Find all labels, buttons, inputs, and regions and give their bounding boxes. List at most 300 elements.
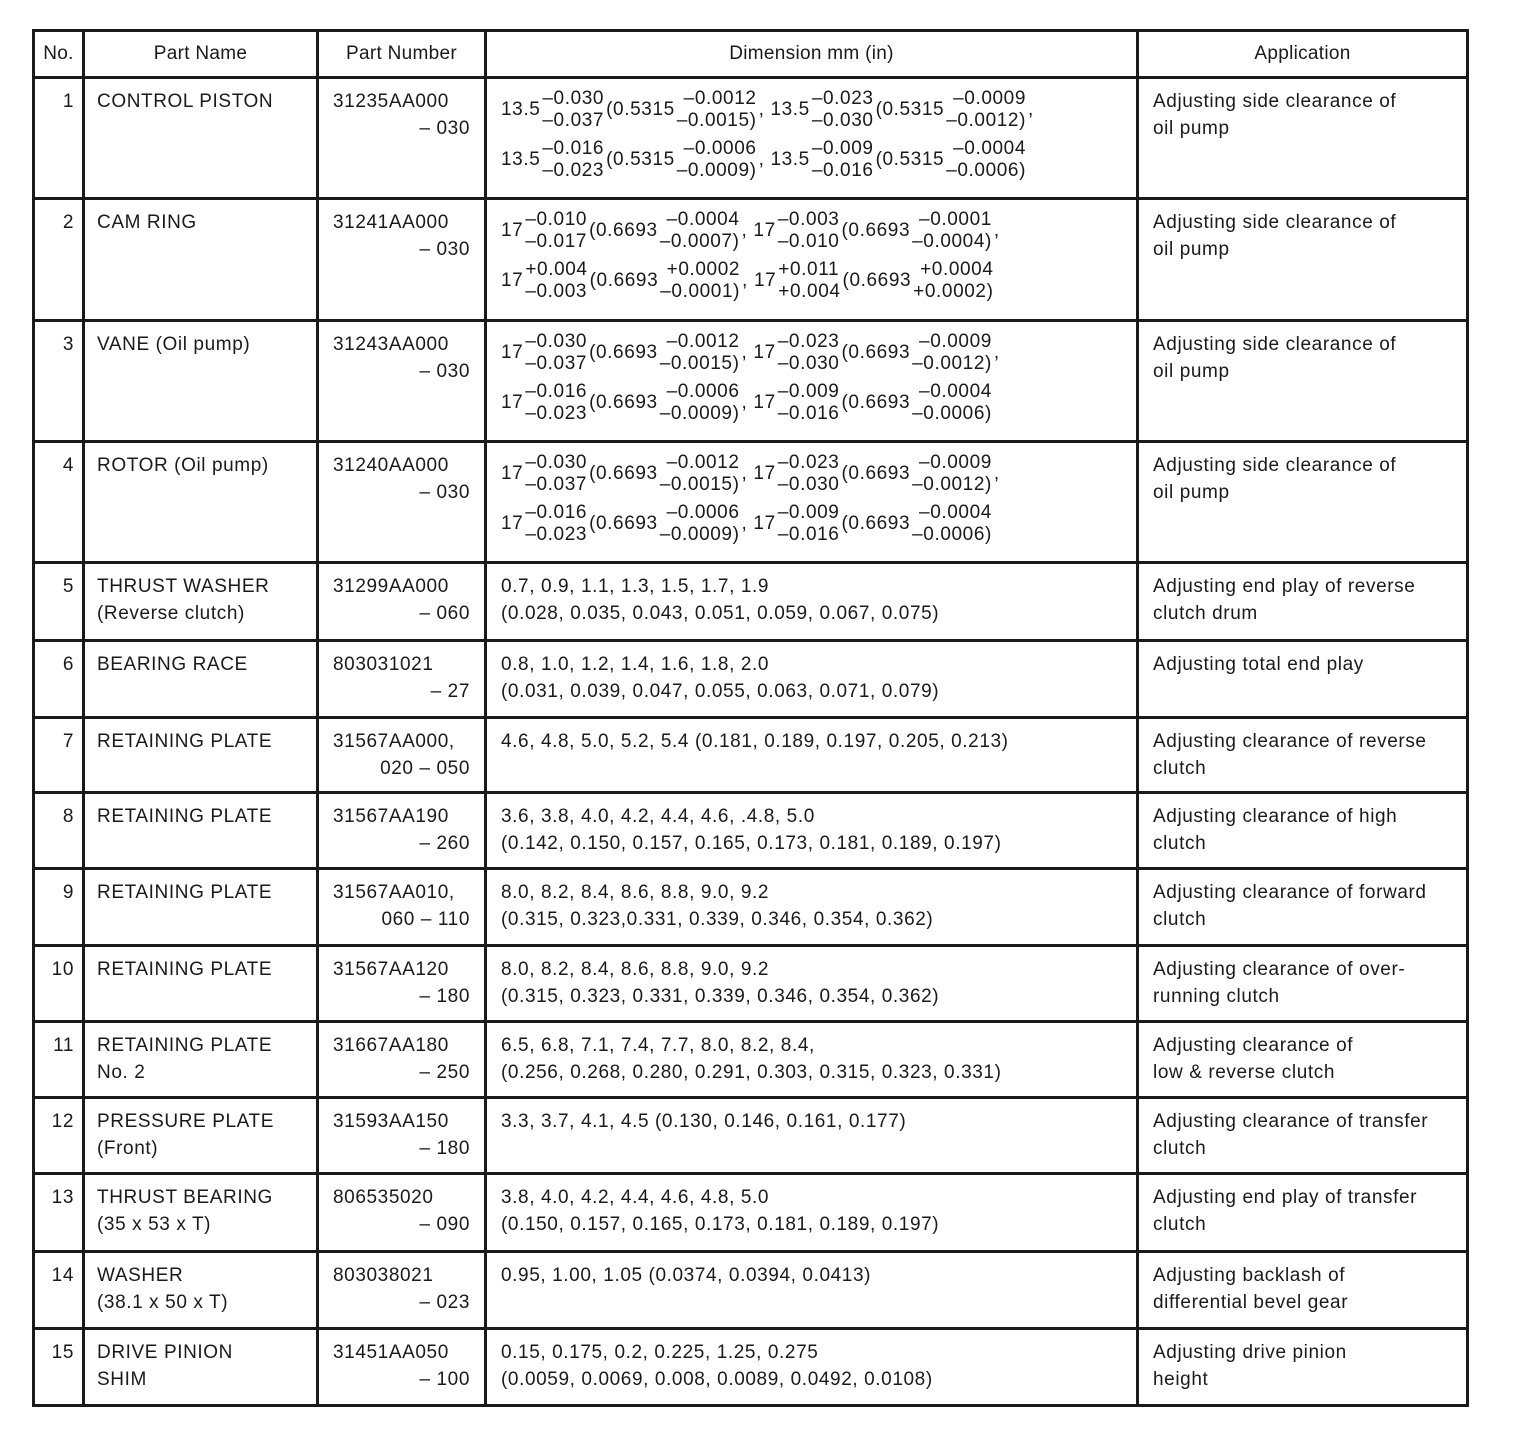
row-number: 8 xyxy=(34,793,84,869)
part-number-line: 803038021 xyxy=(333,1265,434,1287)
part-name-line: THRUST WASHER xyxy=(97,576,270,598)
part-number-line: 020 – 050 xyxy=(380,757,470,779)
part-number-cell xyxy=(318,320,486,441)
tolerance-lower-mm: –0.030 xyxy=(777,352,840,374)
part-number-line: 31567AA010, xyxy=(333,882,455,904)
table-row xyxy=(34,199,1468,320)
application-line: height xyxy=(1153,1368,1209,1390)
tolerance-group xyxy=(753,381,1000,425)
part-number-line: – 260 xyxy=(419,833,470,855)
tolerance-group xyxy=(753,209,1005,253)
tolerance-mm xyxy=(778,331,840,375)
application-line: Adjusting side clearance of xyxy=(1153,212,1397,234)
part-number-cell xyxy=(318,1021,486,1097)
tolerance-lower-mm: –0.016 xyxy=(777,524,840,546)
part-name-line: RETAINING PLATE xyxy=(97,730,273,752)
header-application: Application xyxy=(1138,31,1468,78)
part-number-line: – 090 xyxy=(419,1214,470,1236)
tolerance-mm xyxy=(542,88,604,132)
application-cell xyxy=(1138,717,1468,792)
tolerance-base-in: (0.6693 xyxy=(589,463,658,485)
part-name-line: RETAINING PLATE xyxy=(97,882,273,904)
part-number-line: 31567AA000, xyxy=(333,730,455,752)
tolerance-in xyxy=(660,381,740,425)
application-line: Adjusting end play of transfer xyxy=(1153,1187,1418,1209)
part-name-cell xyxy=(84,1021,318,1097)
dimension-line: (0.0059, 0.0069, 0.008, 0.0089, 0.0492, 0.0108) xyxy=(501,1368,933,1390)
part-number-line: – 030 xyxy=(419,482,470,504)
part-name-cell xyxy=(84,717,318,792)
tolerance-base-mm: 17 xyxy=(501,341,524,363)
tolerance-base-mm: 17 xyxy=(753,463,776,485)
part-name-line: CAM RING xyxy=(97,212,197,234)
tolerance-lower-in: –0.0012) xyxy=(912,352,992,374)
tolerance-lower-mm: –0.023 xyxy=(542,160,605,181)
tolerance-upper-mm: –0.003 xyxy=(777,209,840,231)
tolerance-base-mm: 17 xyxy=(753,513,776,535)
header-row xyxy=(34,31,1468,78)
tolerance-in xyxy=(912,502,992,546)
tolerance-lower-mm: –0.016 xyxy=(811,160,874,181)
tolerance-upper-in: –0.0004 xyxy=(666,209,740,231)
row-number: 15 xyxy=(34,1328,84,1405)
part-name-cell xyxy=(84,320,318,441)
tolerance-lower-in: –0.0009) xyxy=(676,160,757,181)
tolerance-separator: , xyxy=(741,341,748,363)
tolerance-in xyxy=(677,138,757,182)
part-number-cell xyxy=(318,1174,486,1252)
application-line: Adjusting end play of reverse xyxy=(1153,576,1416,598)
dimension-cell xyxy=(486,1252,1138,1328)
part-name-cell xyxy=(84,1252,318,1328)
part-name-line: PRESSURE PLATE xyxy=(97,1110,274,1132)
tolerance-separator: , xyxy=(758,149,765,171)
tolerance-group xyxy=(770,138,1034,182)
tolerance-line xyxy=(501,88,1128,138)
application-line: oil pump xyxy=(1153,118,1230,139)
part-name-cell xyxy=(84,199,318,320)
tolerance-mm xyxy=(812,88,874,132)
tolerance-lower-mm: –0.017 xyxy=(525,231,588,253)
dimension-cell xyxy=(486,869,1138,945)
tolerance-group xyxy=(501,502,753,546)
tolerance-base-mm: 13.5 xyxy=(770,149,810,171)
tolerance-line xyxy=(501,381,1128,431)
part-number-line: – 180 xyxy=(419,1137,470,1159)
tolerance-lower-in: –0.0009) xyxy=(659,402,740,424)
application-cell xyxy=(1138,869,1468,945)
tolerance-base-mm: 13.5 xyxy=(501,149,541,171)
header-no: No. xyxy=(34,31,84,78)
tolerance-group xyxy=(501,138,770,182)
tolerance-base-mm: 17 xyxy=(501,513,524,535)
part-number-cell xyxy=(318,640,486,717)
tolerance-lower-in: –0.0004) xyxy=(912,231,992,253)
part-number-line: – 030 xyxy=(419,360,470,382)
tolerance-lower-in: –0.0009) xyxy=(659,524,740,546)
tolerance-mm xyxy=(778,259,840,303)
tolerance-group xyxy=(501,88,770,132)
tolerance-upper-mm: –0.023 xyxy=(811,88,874,109)
application-cell xyxy=(1138,563,1468,640)
tolerance-group xyxy=(753,502,1000,546)
tolerance-group xyxy=(501,331,753,375)
application-line: clutch drum xyxy=(1153,603,1258,625)
tolerance-lower-in: –0.0001) xyxy=(660,281,741,303)
application-cell xyxy=(1138,1174,1468,1252)
application-cell xyxy=(1138,1097,1468,1173)
part-number-line: – 100 xyxy=(419,1368,470,1390)
dimension-line: (0.142, 0.150, 0.157, 0.165, 0.173, 0.181, 0.189, 0.197) xyxy=(501,833,1002,855)
tolerance-upper-mm: –0.030 xyxy=(542,88,605,109)
part-name-cell xyxy=(84,945,318,1021)
part-name-line: No. 2 xyxy=(97,1061,146,1083)
part-number-cell xyxy=(318,1097,486,1173)
row-number: 5 xyxy=(34,563,84,640)
application-line: Adjusting side clearance of xyxy=(1153,91,1397,112)
tolerance-group xyxy=(501,209,753,253)
dimension-line: 6.5, 6.8, 7.1, 7.4, 7.7, 8.0, 8.2, 8.4, xyxy=(501,1034,815,1056)
application-cell xyxy=(1138,442,1468,563)
part-number-line: 31243AA000 xyxy=(333,333,449,355)
table-row xyxy=(34,1021,1468,1097)
tolerance-base-in: (0.6693 xyxy=(842,270,912,292)
part-number-line: 31667AA180 xyxy=(333,1034,449,1056)
tolerance-in xyxy=(912,209,992,253)
tolerance-line xyxy=(501,502,1128,552)
tolerance-upper-mm: +0.004 xyxy=(525,259,588,281)
row-number: 14 xyxy=(34,1252,84,1328)
application-line: clutch xyxy=(1153,1137,1207,1159)
dimension-line: (0.150, 0.157, 0.165, 0.173, 0.181, 0.189, 0.197) xyxy=(501,1214,940,1236)
dimension-cell xyxy=(486,1021,1138,1097)
tolerance-base-mm: 17 xyxy=(501,391,524,413)
row-number: 13 xyxy=(34,1174,84,1252)
tolerance-in xyxy=(912,381,992,425)
tolerance-separator: , xyxy=(741,513,748,535)
tolerance-base-in: (0.6693 xyxy=(841,513,911,535)
tolerance-base-mm: 17 xyxy=(501,270,524,292)
part-name-cell xyxy=(84,1328,318,1405)
table-row xyxy=(34,1174,1468,1252)
tolerance-mm xyxy=(525,381,587,425)
tolerance-base-mm: 17 xyxy=(753,270,777,292)
tolerance-upper-mm: –0.009 xyxy=(811,138,874,159)
tolerance-base-in: (0.6693 xyxy=(841,463,911,485)
part-name-cell xyxy=(84,442,318,563)
part-number-line: 31299AA000 xyxy=(333,576,449,598)
part-number-line: – 030 xyxy=(419,118,470,139)
part-name-line: SHIM xyxy=(97,1368,147,1390)
dimension-cell xyxy=(486,199,1138,320)
application-line: Adjusting drive pinion xyxy=(1153,1341,1347,1363)
table-row xyxy=(34,793,1468,869)
tolerance-lower-mm: –0.023 xyxy=(525,524,588,546)
tolerance-group xyxy=(501,259,754,303)
header-part-name: Part Name xyxy=(84,31,318,78)
tolerance-base-mm: 17 xyxy=(753,220,776,242)
tolerance-separator: , xyxy=(993,220,1000,242)
part-number-cell xyxy=(318,793,486,869)
tolerance-upper-mm: –0.023 xyxy=(777,330,840,352)
part-name-line: (Reverse clutch) xyxy=(97,603,245,625)
tolerance-upper-in: –0.0004 xyxy=(919,380,992,402)
part-number-line: 31567AA190 xyxy=(333,806,449,828)
tolerance-base-mm: 13.5 xyxy=(501,99,541,121)
part-name-cell xyxy=(84,78,318,199)
part-number-line: 31593AA150 xyxy=(333,1110,449,1132)
tolerance-upper-mm: –0.010 xyxy=(525,209,588,231)
application-line: Adjusting total end play xyxy=(1153,653,1364,675)
application-cell xyxy=(1138,1252,1468,1328)
tolerance-mm xyxy=(778,452,840,496)
part-number-line: 31240AA000 xyxy=(333,455,449,477)
dimension-cell xyxy=(486,1174,1138,1252)
dimension-cell xyxy=(486,717,1138,792)
tolerance-upper-mm: –0.016 xyxy=(542,138,605,159)
part-name-cell xyxy=(84,869,318,945)
dimension-cell xyxy=(486,793,1138,869)
tolerance-lower-mm: –0.037 xyxy=(525,352,588,374)
tolerance-upper-in: –0.0012 xyxy=(683,88,757,109)
row-number: 12 xyxy=(34,1097,84,1173)
part-number-cell xyxy=(318,199,486,320)
part-number-cell xyxy=(318,563,486,640)
part-name-line: (Front) xyxy=(97,1137,159,1159)
table-row xyxy=(34,1252,1468,1328)
tolerance-lower-in: –0.0015) xyxy=(659,352,740,374)
tolerance-base-in: (0.5315 xyxy=(606,149,675,171)
tolerance-base-in: (0.6693 xyxy=(841,391,911,413)
application-cell xyxy=(1138,199,1468,320)
tolerance-base-in: (0.6693 xyxy=(589,270,659,292)
tolerance-lower-mm: –0.003 xyxy=(525,281,588,303)
tolerance-upper-mm: –0.009 xyxy=(777,502,840,524)
tolerance-line xyxy=(501,138,1128,188)
table-row xyxy=(34,320,1468,441)
tolerance-lower-in: –0.0006) xyxy=(912,402,992,424)
tolerance-mm xyxy=(525,502,587,546)
tolerance-upper-in: –0.0001 xyxy=(919,209,992,231)
tolerance-base-mm: 17 xyxy=(753,341,776,363)
tolerance-base-in: (0.6693 xyxy=(589,220,658,242)
tolerance-upper-in: –0.0004 xyxy=(919,502,992,524)
part-number-line: – 060 xyxy=(419,603,470,625)
part-name-line: WASHER xyxy=(97,1265,184,1287)
tolerance-separator: , xyxy=(993,463,1000,485)
row-number: 9 xyxy=(34,869,84,945)
tolerance-in xyxy=(660,331,740,375)
tolerance-lower-in: –0.0007) xyxy=(659,231,740,253)
tolerance-base-mm: 13.5 xyxy=(770,99,810,121)
application-line: Adjusting clearance of xyxy=(1153,1034,1354,1056)
dimension-line: (0.256, 0.268, 0.280, 0.291, 0.303, 0.315, 0.323, 0.331) xyxy=(501,1061,1002,1083)
tolerance-upper-in: –0.0006 xyxy=(666,502,740,524)
tolerance-lower-in: –0.0015) xyxy=(659,474,740,496)
tolerance-in xyxy=(677,88,757,132)
tolerance-base-in: (0.6693 xyxy=(589,341,658,363)
tolerance-upper-in: –0.0009 xyxy=(953,88,1027,109)
part-number-line: 31567AA120 xyxy=(333,958,449,980)
tolerance-line xyxy=(501,209,1128,259)
part-number-line: – 250 xyxy=(419,1061,470,1083)
application-cell xyxy=(1138,1021,1468,1097)
tolerance-mm xyxy=(525,331,587,375)
dimension-line: (0.315, 0.323,0.331, 0.339, 0.346, 0.354, 0.362) xyxy=(501,909,934,931)
tolerance-upper-mm: –0.023 xyxy=(777,452,840,474)
part-name-cell xyxy=(84,563,318,640)
tolerance-in xyxy=(912,452,992,496)
application-line: clutch xyxy=(1153,1214,1207,1236)
tolerance-mm xyxy=(525,259,587,303)
tolerance-lower-mm: –0.030 xyxy=(811,110,874,131)
tolerance-upper-in: –0.0006 xyxy=(666,380,740,402)
tolerance-lower-mm: –0.023 xyxy=(525,402,588,424)
dimension-line: 4.6, 4.8, 5.0, 5.2, 5.4 (0.181, 0.189, 0.197, 0.205, 0.213) xyxy=(501,730,1009,752)
part-name-line: VANE (Oil pump) xyxy=(97,333,251,355)
application-line: oil pump xyxy=(1153,239,1230,261)
tolerance-upper-in: +0.0002 xyxy=(666,259,741,281)
part-name-line: (35 x 53 x T) xyxy=(97,1214,212,1236)
part-name-line: DRIVE PINION xyxy=(97,1341,233,1363)
application-line: Adjusting backlash of xyxy=(1153,1265,1346,1287)
dimension-cell xyxy=(486,320,1138,441)
part-name-line: (38.1 x 50 x T) xyxy=(97,1292,229,1314)
tolerance-upper-in: –0.0004 xyxy=(953,138,1027,159)
dimension-line: 0.7, 0.9, 1.1, 1.3, 1.5, 1.7, 1.9 xyxy=(501,576,770,598)
row-number: 4 xyxy=(34,442,84,563)
tolerance-mm xyxy=(778,502,840,546)
row-number: 11 xyxy=(34,1021,84,1097)
tolerance-upper-in: +0.0004 xyxy=(920,259,994,281)
tolerance-base-in: (0.5315 xyxy=(606,99,675,121)
table-row xyxy=(34,717,1468,792)
tolerance-mm xyxy=(778,381,840,425)
tolerance-lower-in: –0.0006) xyxy=(912,524,992,546)
part-name-cell xyxy=(84,1097,318,1173)
dimension-line: 3.6, 3.8, 4.0, 4.2, 4.4, 4.6, .4.8, 5.0 xyxy=(501,806,815,828)
part-number-cell xyxy=(318,869,486,945)
tolerance-base-in: (0.6693 xyxy=(589,513,658,535)
tolerance-separator: , xyxy=(1028,99,1034,121)
tolerance-lower-mm: +0.004 xyxy=(778,281,841,303)
tolerance-base-in: (0.6693 xyxy=(841,220,911,242)
tolerance-base-in: (0.6693 xyxy=(841,341,911,363)
tolerance-base-in: (0.5315 xyxy=(875,99,945,121)
dimension-line: (0.028, 0.035, 0.043, 0.051, 0.059, 0.067, 0.075) xyxy=(501,603,940,625)
part-number-line: 31451AA050 xyxy=(333,1341,449,1363)
tolerance-separator: , xyxy=(741,220,748,242)
part-name-line: CONTROL PISTON xyxy=(97,91,274,112)
tolerance-upper-mm: –0.030 xyxy=(525,330,588,352)
application-line: clutch xyxy=(1153,757,1207,779)
tolerance-mm xyxy=(525,209,587,253)
tolerance-line xyxy=(501,331,1128,381)
tolerance-upper-mm: +0.011 xyxy=(778,259,840,281)
table-row xyxy=(34,640,1468,717)
application-line: clutch xyxy=(1153,833,1207,855)
tolerance-group xyxy=(501,452,753,496)
tolerance-group xyxy=(770,88,1039,132)
tolerance-lower-in: –0.0012) xyxy=(912,474,992,496)
part-number-cell xyxy=(318,1252,486,1328)
tolerance-lower-mm: –0.037 xyxy=(542,110,605,131)
tolerance-lower-in: +0.0002) xyxy=(913,281,994,303)
part-number-line: – 023 xyxy=(419,1292,470,1314)
application-cell xyxy=(1138,78,1468,199)
part-name-line: BEARING RACE xyxy=(97,653,248,675)
dimension-line: (0.031, 0.039, 0.047, 0.055, 0.063, 0.071, 0.079) xyxy=(501,680,940,702)
header-dimension: Dimension mm (in) xyxy=(486,31,1138,78)
tolerance-lower-in: –0.0006) xyxy=(946,160,1027,181)
application-line: Adjusting clearance of high xyxy=(1153,806,1398,828)
dimension-cell xyxy=(486,442,1138,563)
tolerance-base-mm: 17 xyxy=(501,463,524,485)
part-number-cell xyxy=(318,717,486,792)
application-cell xyxy=(1138,640,1468,717)
tolerance-group xyxy=(753,452,1005,496)
tolerance-separator: , xyxy=(741,463,748,485)
application-line: low & reverse clutch xyxy=(1153,1061,1336,1083)
dimension-line: 3.8, 4.0, 4.2, 4.4, 4.6, 4.8, 5.0 xyxy=(501,1187,770,1209)
table-row xyxy=(34,1097,1468,1173)
application-cell xyxy=(1138,320,1468,441)
row-number: 10 xyxy=(34,945,84,1021)
dimension-line: 0.8, 1.0, 1.2, 1.4, 1.6, 1.8, 2.0 xyxy=(501,653,770,675)
part-number-cell xyxy=(318,945,486,1021)
dimension-line: 3.3, 3.7, 4.1, 4.5 (0.130, 0.146, 0.161, 0.177) xyxy=(501,1110,907,1132)
row-number: 3 xyxy=(34,320,84,441)
part-name-line: THRUST BEARING xyxy=(97,1187,273,1209)
tolerance-group xyxy=(753,331,1005,375)
dimension-cell xyxy=(486,78,1138,199)
part-name-cell xyxy=(84,1174,318,1252)
application-line: differential bevel gear xyxy=(1153,1292,1349,1314)
part-number-line: – 27 xyxy=(430,680,470,702)
application-cell xyxy=(1138,1328,1468,1405)
dimension-cell xyxy=(486,1097,1138,1173)
dimension-cell xyxy=(486,563,1138,640)
tolerance-separator: , xyxy=(758,99,765,121)
tolerance-upper-mm: –0.016 xyxy=(525,380,588,402)
row-number: 2 xyxy=(34,199,84,320)
tolerance-mm xyxy=(812,138,874,182)
tolerance-lower-in: –0.0015) xyxy=(676,110,757,131)
part-number-line: – 180 xyxy=(419,985,470,1007)
application-line: oil pump xyxy=(1153,360,1230,382)
tolerance-upper-mm: –0.009 xyxy=(777,380,840,402)
tolerance-line xyxy=(501,452,1128,502)
part-name-line: ROTOR (Oil pump) xyxy=(97,455,269,477)
tolerance-in xyxy=(660,259,740,303)
application-line: Adjusting clearance of forward xyxy=(1153,882,1427,904)
tolerance-separator: , xyxy=(742,270,748,292)
tolerance-upper-in: –0.0012 xyxy=(666,330,740,352)
application-line: Adjusting side clearance of xyxy=(1153,455,1397,477)
part-number-line: 806535020 xyxy=(333,1187,434,1209)
table-row xyxy=(34,442,1468,563)
application-line: Adjusting side clearance of xyxy=(1153,333,1397,355)
dimension-cell xyxy=(486,640,1138,717)
application-cell xyxy=(1138,945,1468,1021)
tolerance-separator: , xyxy=(993,341,1000,363)
part-number-cell xyxy=(318,442,486,563)
part-name-line: RETAINING PLATE xyxy=(97,806,273,828)
tolerance-in xyxy=(913,259,993,303)
tolerance-in xyxy=(660,209,740,253)
tolerance-upper-in: –0.0012 xyxy=(666,452,740,474)
application-line: Adjusting clearance of over- xyxy=(1153,958,1406,980)
